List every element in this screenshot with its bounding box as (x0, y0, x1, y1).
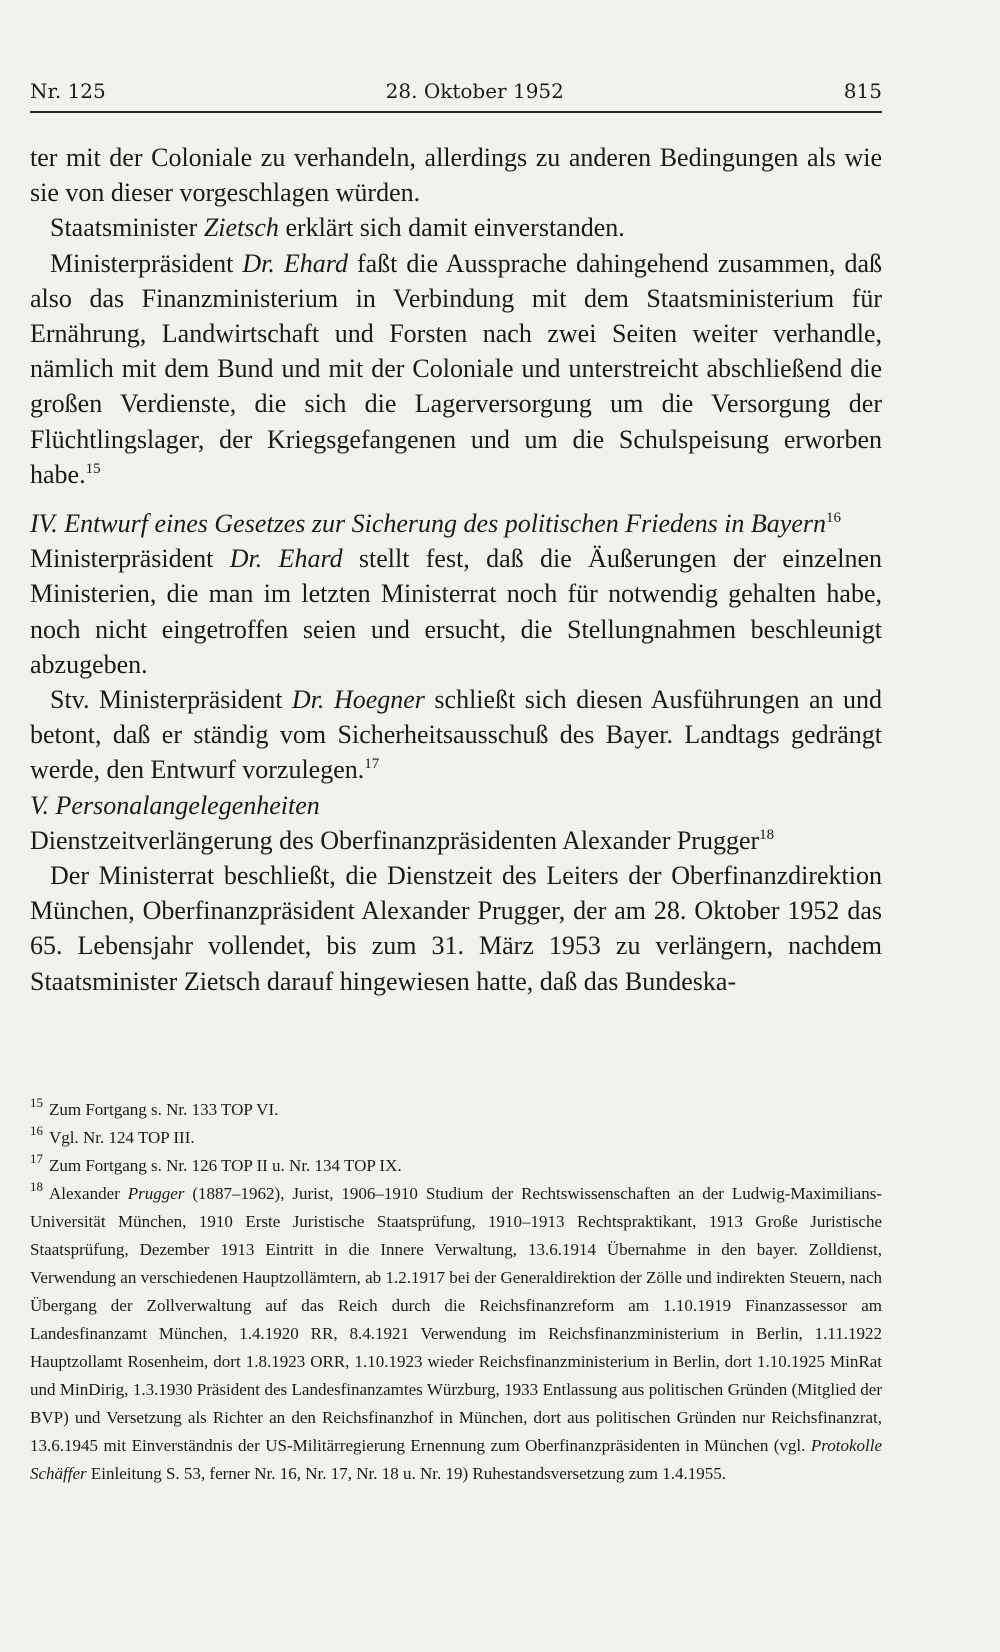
page-number: 815 (843, 79, 882, 103)
paragraph-ehard-summary: Ministerpräsident Dr. Ehard faßt die Aussprache dahingehend zusammen, daß also das Finanzministerium in Verbindung mit dem Staatsministerium für Ernährung, Landwirtschaft und Forsten nach zwei Seiten weiter verhandle, nämlich mit dem Bund und mit der Coloniale und unterstreicht abschließend die großen Verdienste, die sich die Lagerversorgung um die Versorgung der Flüchtlingslager, der Kriegsgefangenen und um die Schulspeisung erworben habe.$^{15}$ (30, 248, 882, 489)
paragraph-zietsch: Staatsminister Zietsch erklärt sich damit einverstanden. (50, 213, 625, 243)
footnote-ref[interactable]: 17 (364, 756, 380, 773)
paragraph-ehard-statement: Ministerpräsident Dr. Ehard stellt fest, daß die Äußerungen der einzelnen Ministerien, die man im letzten Ministerrat noch für notwendig gehalten habe, noch nicht eingetroffen seien und ersucht, die Stellungnahmen beschleunigt abzugeben. (30, 544, 882, 679)
person-name: Dr. Hoegner (291, 685, 425, 715)
header-date: 28. Oktober 1952 (385, 79, 564, 103)
paragraph-continuation: ter mit der Coloniale zu verhandeln, allerdings zu anderen Bedingungen als wie sie von dieser vorgeschlagen würden. (30, 143, 882, 208)
footnote-18: $^{18}$ Alexander Prugger (1887–1962), Jurist, 1906–1910 Studium der Rechtswissenschaften an der Ludwig-Maximilians-Universität München, 1910 Erste Juristische Staatsprüfung, 1910–1913 Rechtspraktikant, 1913 Große Juristische Staatsprüfung, Dezember 1913 Eintritt in die Innere Verwaltung, 13.6.1914 Übernahme in den bayer. Zolldienst, Verwendung an verschiedenen Hauptzollämtern, ab 1.2.1917 bei der Generaldirektion der Zölle und indirekten Steuern, nach Übergang der Zollverwaltung auf das Reich durch die Reichsfinanzreform am 1.10.1919 Finanzassessor am Landesfinanzamt München, 1.4.1920 RR, 8.4.1921 Verwendung im Reichsfinanzministerium in Berlin, 1.11.1922 Hauptzollamt Rosenheim, dort 1.8.1923 ORR, 1.10.1923 wieder Reichsfinanzministerium in Berlin, dort 1.10.1925 MinRat und MinDirig, 1.3.1930 Präsident des Landesfinanzamtes Würzburg, 1933 Entlassung aus politischen Gründen (Mitglied der BVP) und Versetzung als Richter an den Reichsfinanzhof in München, dort aus politischen Gründen nur Reichsfinanzrat, 13.6.1945 mit Einverständnis der US-Militärregierung Ernennung zum Oberfinanzpräsidenten in München (vgl. Protokolle Schäffer Einleitung S. 53, ferner Nr. 16, Nr. 17, Nr. 18 u. Nr. 19) Ruhestandsversetzung zum 1.4.1955. (30, 1179, 882, 1483)
footnote-ref[interactable]: 15 (85, 460, 101, 477)
person-name: Dr. Ehard (242, 248, 348, 278)
page-header (30, 78, 882, 104)
paragraph-decision: Der Ministerrat beschließt, die Dienstzeit des Leiters der Oberfinanzdirektion München, Oberfinanzpräsident Alexander Prugger, der am 28. Oktober 1952 das 65. Lebensjahr vollendet, bis zum 31. März 1953 zu verlängern, nachdem Staatsminister Zietsch darauf hingewiesen hatte, daß das Bundeska- (30, 861, 882, 996)
section-heading-iv: IV. Entwurf eines Gesetzes zur Sicherung des politischen Friedens in Bayern$^{16}$ (30, 509, 842, 539)
document-number: Nr. 125 (30, 79, 106, 103)
paragraph-hoegner: Stv. Ministerpräsident Dr. Hoegner schließt sich diesen Ausführungen an und betont, daß er ständig vom Sicherheitsausschuß des Bayer. Landtags gedrängt werde, den Entwurf vorzulegen.$^{17}$ (30, 685, 882, 785)
footnote-ref[interactable]: 16 (826, 510, 842, 527)
body-text (30, 140, 882, 999)
subheading-prugger: Dienstzeitverlängerung des Oberfinanzpräsidenten Alexander Prugger$^{18}$ (30, 825, 775, 855)
footnote-15: $^{15}$ Zum Fortgang s. Nr. 133 TOP VI. (30, 1095, 279, 1119)
footnote-17: $^{17}$ Zum Fortgang s. Nr. 126 TOP II u. Nr. 134 TOP IX. (30, 1151, 402, 1175)
header-rule (30, 111, 882, 113)
footnote-16: $^{16}$ Vgl. Nr. 124 TOP III. (30, 1123, 195, 1147)
person-name: Zietsch (203, 213, 279, 243)
footnote-ref[interactable]: 18 (759, 826, 775, 843)
section-heading-v: V. Personalangelegenheiten (30, 790, 320, 820)
footnotes (30, 1096, 882, 1488)
person-name: Dr. Ehard (229, 544, 343, 574)
